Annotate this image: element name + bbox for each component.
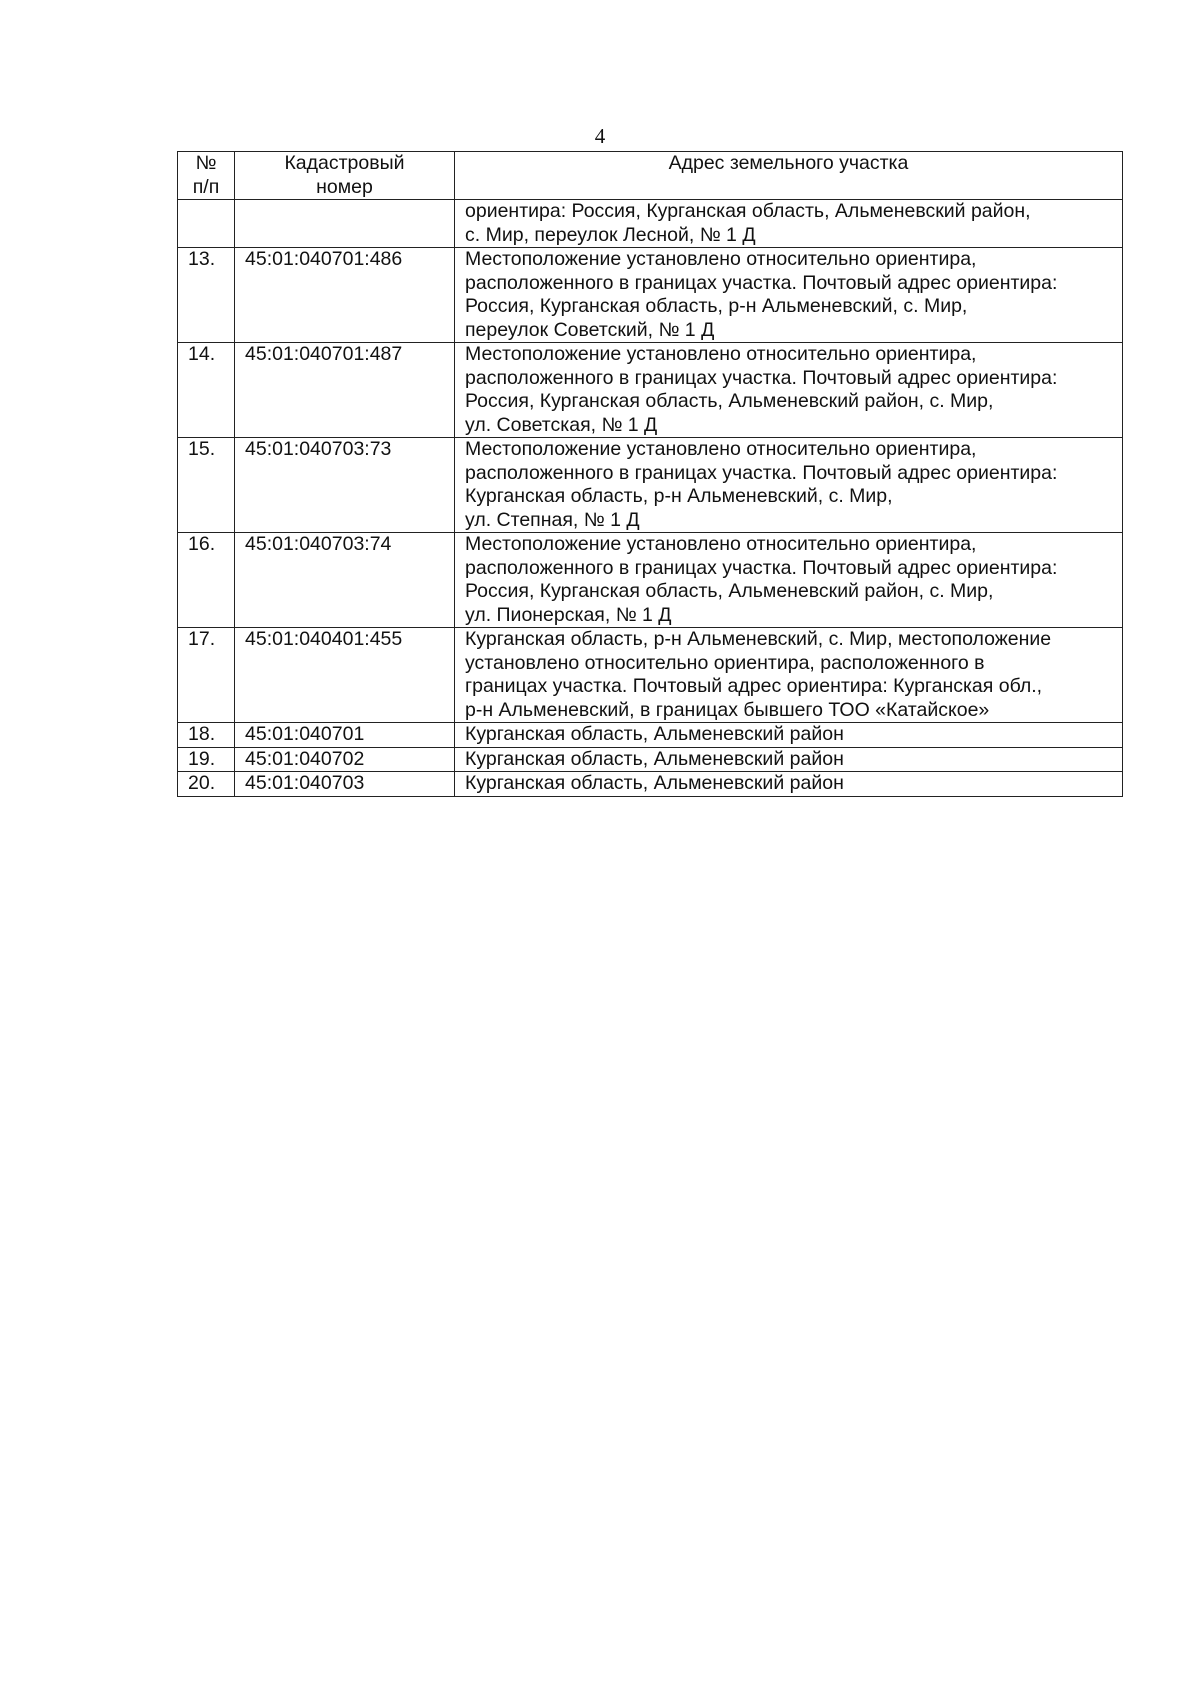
cell-cadastral-number: 45:01:040703 <box>235 772 455 797</box>
address-line: Курганская область, Альменевский район <box>465 723 844 745</box>
cell-cadastral-number: 45:01:040401:455 <box>235 628 455 723</box>
page-number: 4 <box>594 124 606 148</box>
cell-number: 19. <box>178 747 235 772</box>
cell-address <box>455 343 1123 438</box>
table-body <box>178 200 1123 797</box>
address-line: Курганская область, Альменевский район <box>465 772 844 794</box>
cell-address <box>455 628 1123 723</box>
header-cadastral-line2: номер <box>316 175 373 198</box>
address-line: Курганская область, Альменевский район <box>465 747 844 770</box>
table-row <box>178 248 1123 343</box>
table-row <box>178 200 1123 248</box>
cell-address <box>455 772 1123 797</box>
address-line: р-н Альменевский, в границах бывшего ТОО «Катайское» <box>465 698 990 721</box>
cell-address <box>455 438 1123 533</box>
address-line: Россия, Курганская область, Альменевский район, с. Мир, <box>465 580 994 602</box>
cell-number: 13. <box>178 248 235 343</box>
address-line: Местоположение установлено относительно ориентира, <box>465 343 977 365</box>
address-line: Курганская область, р-н Альменевский, с. Мир, <box>465 485 893 507</box>
address-line: расположенного в границах участка. Почтовый адрес ориентира: <box>465 556 1058 579</box>
land-plots-table <box>177 151 1123 797</box>
address-line: расположенного в границах участка. Почтовый адрес ориентира: <box>465 366 1058 389</box>
cell-number: 18. <box>178 723 235 748</box>
cell-cadastral-number <box>235 200 455 248</box>
cell-cadastral-number: 45:01:040701:486 <box>235 248 455 343</box>
header-number <box>178 152 235 200</box>
table-row <box>178 628 1123 723</box>
cell-address <box>455 533 1123 628</box>
address-line: установлено относительно ориентира, расположенного в <box>465 651 985 674</box>
table-row <box>178 438 1123 533</box>
cell-number: 14. <box>178 343 235 438</box>
address-line: Местоположение установлено относительно ориентира, <box>465 533 977 555</box>
address-line: ул. Советская, № 1 Д <box>465 413 658 436</box>
address-line: Россия, Курганская область, Альменевский район, с. Мир, <box>465 390 994 412</box>
header-number-line2: п/п <box>192 175 220 198</box>
table-row <box>178 772 1123 797</box>
address-line: с. Мир, переулок Лесной, № 1 Д <box>465 223 756 246</box>
table-row <box>178 343 1123 438</box>
address-line: ул. Степная, № 1 Д <box>465 508 640 531</box>
cell-address <box>455 200 1123 248</box>
cell-address <box>455 723 1123 748</box>
cell-cadastral-number: 45:01:040701 <box>235 723 455 748</box>
address-line: Местоположение установлено относительно ориентира, <box>465 438 977 460</box>
address-line: переулок Советский, № 1 Д <box>465 318 715 341</box>
address-line: расположенного в границах участка. Почтовый адрес ориентира: <box>465 271 1058 294</box>
table-header-row <box>178 152 1123 200</box>
cell-address <box>455 747 1123 772</box>
cell-number: 17. <box>178 628 235 723</box>
address-line: Местоположение установлено относительно ориентира, <box>465 248 977 270</box>
address-line: ориентира: Россия, Курганская область, Альменевский район, <box>465 200 1031 222</box>
header-address <box>455 152 1123 200</box>
address-line: Россия, Курганская область, р-н Альменевский, с. Мир, <box>465 295 968 317</box>
cell-number: 16. <box>178 533 235 628</box>
cell-address <box>455 248 1123 343</box>
table-row <box>178 747 1123 772</box>
address-line: расположенного в границах участка. Почтовый адрес ориентира: <box>465 461 1058 484</box>
header-cadastral <box>235 152 455 200</box>
header-cadastral-line1: Кадастровый <box>284 152 405 174</box>
cell-cadastral-number: 45:01:040701:487 <box>235 343 455 438</box>
cell-cadastral-number: 45:01:040702 <box>235 747 455 772</box>
cell-number: 20. <box>178 772 235 797</box>
address-line: ул. Пионерская, № 1 Д <box>465 603 672 626</box>
cell-number <box>178 200 235 248</box>
cell-cadastral-number: 45:01:040703:74 <box>235 533 455 628</box>
cell-number: 15. <box>178 438 235 533</box>
cell-cadastral-number: 45:01:040703:73 <box>235 438 455 533</box>
address-line: Курганская область, р-н Альменевский, с. Мир, местоположение <box>465 628 1052 650</box>
header-address-label: Адрес земельного участка <box>668 152 909 174</box>
table-row <box>178 533 1123 628</box>
address-line: границах участка. Почтовый адрес ориентира: Курганская обл., <box>465 675 1043 697</box>
table-row <box>178 723 1123 748</box>
header-number-line1: № <box>195 152 217 174</box>
